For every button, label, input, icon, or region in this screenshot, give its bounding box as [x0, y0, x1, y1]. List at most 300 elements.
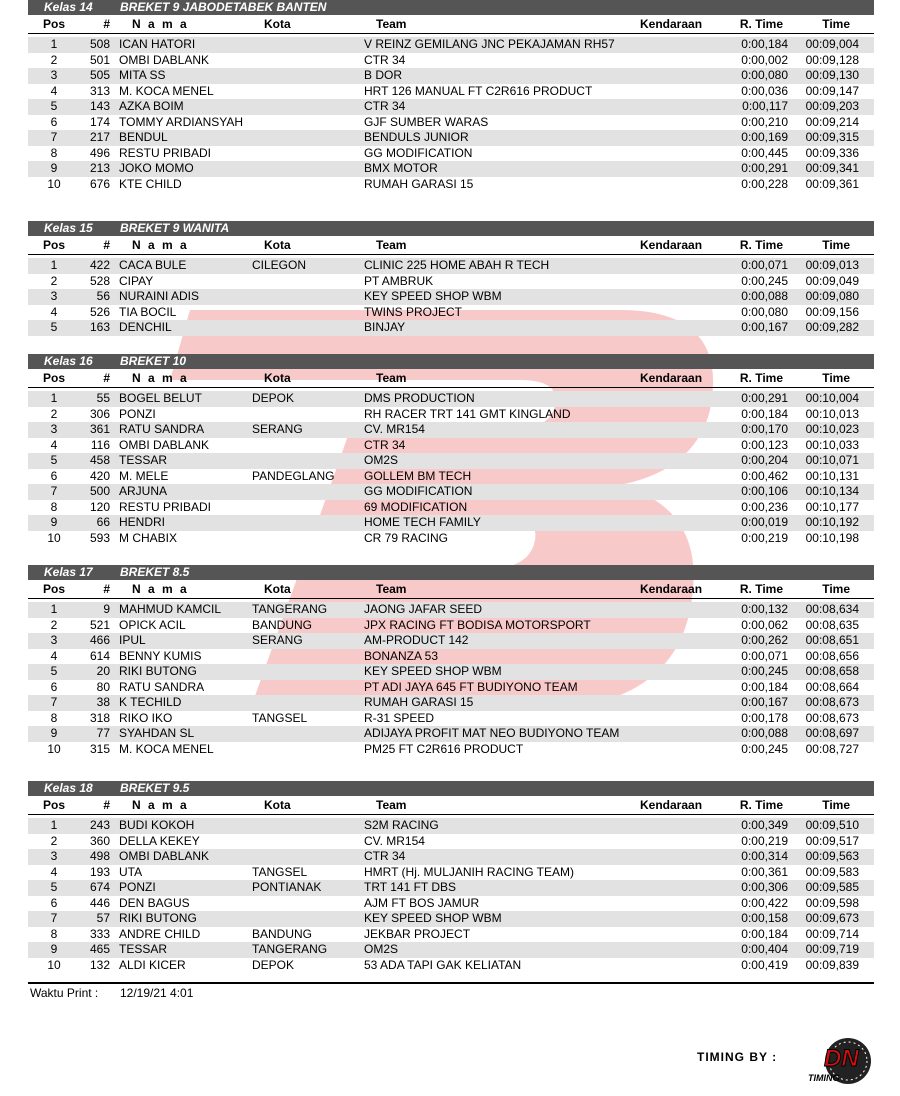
- cell-time: 00:10,131: [805, 468, 859, 483]
- cell-rtime: 0:00,419: [741, 957, 788, 972]
- cell-pos: 7: [50, 484, 58, 498]
- cell-team: BMX MOTOR: [364, 161, 438, 175]
- cell-nama: M. KOCA MENEL: [119, 83, 214, 98]
- cell-nama: RATU SANDRA: [119, 679, 205, 694]
- cell-num: 174: [89, 114, 110, 129]
- table-row: [28, 289, 874, 305]
- cell-pos: 9: [50, 942, 58, 956]
- cell-nama: TESSAR: [119, 453, 168, 467]
- kelas-label: Kelas 17: [44, 565, 93, 579]
- section-header-bar: [28, 0, 874, 15]
- cell-num: 66: [96, 515, 110, 529]
- timing-by-label: TIMING BY :: [697, 1050, 778, 1064]
- cell-nama: CACA BULE: [119, 258, 187, 272]
- cell-nama: OMBI DABLANK: [119, 849, 210, 863]
- cell-rtime: 0:00,219: [741, 833, 788, 848]
- cell-rtime: 0:00,002: [741, 52, 788, 67]
- table-row: [28, 726, 874, 742]
- cell-team: S2M RACING: [364, 818, 439, 832]
- cell-num: 360: [89, 833, 110, 848]
- cell-rtime: 0:00,184: [741, 679, 788, 694]
- cell-rtime: 0:00,106: [741, 484, 788, 498]
- cell-rtime: 0:00,170: [741, 422, 788, 436]
- cell-team: HOME TECH FAMILY: [364, 515, 481, 529]
- cell-pos: 6: [50, 468, 58, 483]
- cell-pos: 3: [50, 633, 58, 647]
- cell-team: KEY SPEED SHOP WBM: [364, 289, 502, 303]
- column-header-rtime: R. Time: [739, 371, 783, 385]
- column-header-team: Team: [376, 582, 407, 596]
- cell-nama: KTE CHILD: [119, 176, 182, 191]
- cell-team: OM2S: [364, 942, 399, 956]
- cell-time: 00:09,583: [805, 864, 859, 879]
- column-header-nama: N a m a: [132, 582, 189, 596]
- cell-team: AM-PRODUCT 142: [364, 633, 469, 647]
- cell-team: ADIJAYA PROFIT MAT NEO BUDIYONO TEAM: [364, 726, 620, 740]
- column-header-team: Team: [376, 798, 407, 812]
- cell-pos: 6: [50, 679, 58, 694]
- cell-nama: ALDI KICER: [119, 957, 186, 972]
- cell-pos: 2: [50, 617, 58, 632]
- cell-time: 00:09,517: [805, 833, 859, 848]
- cell-pos: 2: [50, 273, 58, 288]
- kelas-label: Kelas 18: [44, 781, 93, 795]
- cell-team: AJM FT BOS JAMUR: [364, 895, 480, 910]
- cell-time: 00:09,315: [805, 130, 859, 144]
- column-header-time: Time: [822, 17, 850, 31]
- cell-time: 00:09,282: [805, 320, 859, 334]
- cell-nama: RIKI BUTONG: [119, 664, 197, 678]
- breket-label: BREKET 10: [120, 354, 187, 368]
- cell-nama: RATU SANDRA: [119, 422, 205, 436]
- results-section: [28, 565, 874, 757]
- table-row: [28, 531, 874, 547]
- cell-num: 80: [96, 679, 110, 694]
- column-header-time: Time: [822, 371, 850, 385]
- column-header-pos: Pos: [42, 371, 65, 385]
- cell-rtime: 0:00,219: [741, 530, 788, 545]
- cell-rtime: 0:00,184: [741, 406, 788, 421]
- cell-pos: 7: [50, 695, 58, 709]
- cell-num: 446: [89, 895, 110, 910]
- breket-label: BREKET 9 JABODETABEK BANTEN: [120, 0, 327, 14]
- cell-num: 77: [96, 726, 110, 740]
- cell-kota: TANGSEL: [252, 864, 308, 879]
- cell-nama: PONZI: [119, 406, 156, 421]
- cell-kota: BANDUNG: [252, 617, 313, 632]
- column-header-pos: Pos: [42, 238, 65, 252]
- column-header-nama: N a m a: [132, 17, 189, 31]
- cell-nama: TESSAR: [119, 942, 168, 956]
- cell-team: GJF SUMBER WARAS: [364, 114, 489, 129]
- table-row: [28, 880, 874, 896]
- cell-rtime: 0:00,245: [741, 273, 788, 288]
- cell-pos: 6: [50, 895, 58, 910]
- cell-num: 333: [89, 926, 110, 941]
- table-row: [28, 68, 874, 84]
- cell-time: 00:08,673: [805, 695, 859, 709]
- cell-time: 00:09,341: [805, 161, 859, 175]
- cell-team: PT AMBRUK: [364, 273, 434, 288]
- cell-team: TRT 141 FT DBS: [364, 880, 457, 894]
- cell-team: CTR 34: [364, 99, 406, 113]
- column-header-pos: Pos: [42, 582, 65, 596]
- cell-time: 00:10,033: [805, 437, 859, 452]
- cell-time: 00:08,727: [805, 741, 859, 756]
- table-row: [28, 515, 874, 531]
- cell-num: 55: [96, 391, 110, 405]
- cell-pos: 8: [50, 145, 58, 160]
- column-header-nama: N a m a: [132, 371, 189, 385]
- cell-num: 526: [89, 304, 110, 319]
- cell-pos: 1: [50, 391, 58, 405]
- cell-rtime: 0:00,123: [741, 437, 788, 452]
- cell-num: 193: [89, 864, 110, 879]
- cell-num: 593: [89, 530, 110, 545]
- cell-nama: JOKO MOMO: [119, 161, 194, 175]
- cell-rtime: 0:00,080: [741, 304, 788, 319]
- cell-time: 00:09,156: [805, 304, 859, 319]
- cell-time: 00:08,664: [805, 679, 859, 694]
- cell-time: 00:08,658: [805, 664, 859, 678]
- cell-nama: NURAINI ADIS: [119, 289, 200, 303]
- column-header-row: [28, 796, 874, 815]
- logo-text: DN: [824, 1045, 859, 1072]
- section-header-bar: [28, 354, 874, 369]
- column-header-num: #: [103, 17, 110, 31]
- results-table: [28, 599, 874, 757]
- cell-num: 465: [89, 942, 110, 956]
- cell-pos: 5: [50, 320, 58, 334]
- table-row: [28, 927, 874, 943]
- cell-team: CV. MR154: [364, 833, 425, 848]
- cell-nama: UTA: [119, 864, 143, 879]
- cell-team: JAONG JAFAR SEED: [364, 602, 483, 616]
- table-row: [28, 602, 874, 618]
- cell-rtime: 0:00,291: [741, 161, 788, 175]
- cell-team: CTR 34: [364, 849, 406, 863]
- cell-time: 00:10,023: [805, 422, 859, 436]
- column-header-num: #: [103, 371, 110, 385]
- cell-team: PT ADI JAYA 645 FT BUDIYONO TEAM: [364, 679, 578, 694]
- table-row: [28, 469, 874, 485]
- cell-pos: 10: [47, 176, 61, 191]
- column-header-rtime: R. Time: [739, 582, 783, 596]
- cell-num: 528: [89, 273, 110, 288]
- cell-team: GG MODIFICATION: [364, 484, 473, 498]
- cell-time: 00:10,004: [805, 391, 859, 405]
- cell-rtime: 0:00,088: [741, 289, 788, 303]
- cell-team: RH RACER TRT 141 GMT KINGLAND: [364, 406, 571, 421]
- column-header-time: Time: [822, 798, 850, 812]
- cell-time: 00:09,203: [805, 99, 859, 113]
- cell-kota: CILEGON: [252, 258, 307, 272]
- cell-pos: 3: [50, 289, 58, 303]
- cell-team: KEY SPEED SHOP WBM: [364, 911, 502, 925]
- cell-pos: 2: [50, 406, 58, 421]
- table-row: [28, 618, 874, 634]
- cell-nama: M CHABIX: [119, 530, 178, 545]
- cell-rtime: 0:00,167: [741, 695, 788, 709]
- cell-pos: 3: [50, 68, 58, 82]
- table-row: [28, 161, 874, 177]
- column-header-rtime: R. Time: [739, 238, 783, 252]
- cell-nama: M. KOCA MENEL: [119, 741, 214, 756]
- table-row: [28, 680, 874, 696]
- cell-nama: ANDRE CHILD: [119, 926, 201, 941]
- table-row: [28, 99, 874, 115]
- cell-rtime: 0:00,262: [741, 633, 788, 647]
- table-row: [28, 130, 874, 146]
- results-section: [28, 781, 874, 973]
- cell-nama: BUDI KOKOH: [119, 818, 195, 832]
- cell-pos: 6: [50, 114, 58, 129]
- results-section: [28, 354, 874, 546]
- cell-kota: SERANG: [252, 422, 303, 436]
- cell-rtime: 0:00,132: [741, 602, 788, 616]
- cell-rtime: 0:00,204: [741, 453, 788, 467]
- cell-pos: 5: [50, 664, 58, 678]
- dn-timing-logo: [778, 1036, 876, 1086]
- section-header-bar: [28, 781, 874, 796]
- table-row: [28, 115, 874, 131]
- cell-kota: DEPOK: [252, 957, 295, 972]
- column-header-kendaraan: Kendaraan: [640, 238, 703, 252]
- print-time-label: Waktu Print :: [30, 986, 99, 1000]
- footer-divider: [28, 982, 874, 984]
- cell-team: BENDULS JUNIOR: [364, 130, 469, 144]
- table-row: [28, 942, 874, 958]
- table-row: [28, 649, 874, 665]
- cell-num: 676: [89, 176, 110, 191]
- cell-nama: SYAHDAN SL: [119, 726, 195, 740]
- cell-pos: 9: [50, 726, 58, 740]
- table-row: [28, 422, 874, 438]
- cell-nama: OPICK ACIL: [119, 617, 186, 632]
- cell-num: 143: [89, 99, 110, 113]
- results-table: [28, 255, 874, 336]
- column-header-kendaraan: Kendaraan: [640, 582, 703, 596]
- cell-team: 69 MODIFICATION: [364, 499, 468, 514]
- column-header-row: [28, 580, 874, 599]
- cell-time: 00:08,635: [805, 617, 859, 632]
- cell-pos: 2: [50, 833, 58, 848]
- cell-time: 00:09,214: [805, 114, 859, 129]
- cell-team: GG MODIFICATION: [364, 145, 473, 160]
- cell-num: 458: [89, 453, 110, 467]
- cell-num: 361: [89, 422, 110, 436]
- results-table: [28, 388, 874, 546]
- cell-kota: SERANG: [252, 633, 303, 647]
- cell-time: 00:09,336: [805, 145, 859, 160]
- table-row: [28, 37, 874, 53]
- cell-time: 00:10,071: [805, 453, 859, 467]
- cell-pos: 7: [50, 130, 58, 144]
- cell-time: 00:08,651: [805, 633, 859, 647]
- table-row: [28, 500, 874, 516]
- cell-num: 120: [89, 499, 110, 514]
- cell-time: 00:08,673: [805, 710, 859, 725]
- cell-kota: TANGERANG: [252, 602, 328, 616]
- cell-num: 315: [89, 741, 110, 756]
- section-header-bar: [28, 221, 874, 236]
- cell-kota: BANDUNG: [252, 926, 313, 941]
- results-table: [28, 815, 874, 973]
- cell-team: RUMAH GARASI 15: [364, 695, 474, 709]
- table-row: [28, 407, 874, 423]
- column-header-time: Time: [822, 238, 850, 252]
- cell-time: 00:09,719: [805, 942, 859, 956]
- results-section: [28, 0, 874, 192]
- table-row: [28, 742, 874, 758]
- cell-kota: TANGERANG: [252, 942, 328, 956]
- cell-kota: TANGSEL: [252, 710, 308, 725]
- cell-nama: CIPAY: [119, 273, 154, 288]
- cell-pos: 4: [50, 83, 58, 98]
- column-header-kota: Kota: [264, 17, 291, 31]
- cell-kota: DEPOK: [252, 391, 295, 405]
- cell-num: 132: [89, 957, 110, 972]
- column-header-row: [28, 236, 874, 255]
- cell-time: 00:10,192: [805, 515, 859, 529]
- cell-num: 306: [89, 406, 110, 421]
- cell-team: HMRT (Hj. MULJANIH RACING TEAM): [364, 864, 575, 879]
- column-header-kota: Kota: [264, 582, 291, 596]
- cell-rtime: 0:00,291: [741, 391, 788, 405]
- cell-time: 00:10,198: [805, 530, 859, 545]
- cell-time: 00:10,134: [805, 484, 859, 498]
- table-row: [28, 484, 874, 500]
- cell-nama: IPUL: [119, 633, 146, 647]
- cell-pos: 8: [50, 499, 58, 514]
- cell-rtime: 0:00,169: [741, 130, 788, 144]
- cell-rtime: 0:00,080: [741, 68, 788, 82]
- table-row: [28, 958, 874, 974]
- cell-nama: OMBI DABLANK: [119, 437, 210, 452]
- cell-nama: BENDUL: [119, 130, 168, 144]
- table-row: [28, 146, 874, 162]
- cell-team: GOLLEM BM TECH: [364, 468, 472, 483]
- column-header-kendaraan: Kendaraan: [640, 371, 703, 385]
- table-row: [28, 258, 874, 274]
- cell-num: 422: [89, 258, 110, 272]
- cell-team: OM2S: [364, 453, 399, 467]
- column-header-row: [28, 15, 874, 34]
- results-section: [28, 221, 874, 336]
- cell-time: 00:09,839: [805, 957, 859, 972]
- cell-time: 00:09,049: [805, 273, 859, 288]
- cell-rtime: 0:00,062: [741, 617, 788, 632]
- cell-num: 57: [96, 911, 110, 925]
- cell-rtime: 0:00,349: [741, 818, 788, 832]
- table-row: [28, 849, 874, 865]
- cell-time: 00:08,634: [805, 602, 859, 616]
- column-header-kendaraan: Kendaraan: [640, 798, 703, 812]
- cell-kota: PANDEGLANG: [252, 468, 335, 483]
- kelas-label: Kelas 16: [44, 354, 93, 368]
- cell-nama: MITA SS: [119, 68, 166, 82]
- cell-pos: 1: [50, 602, 58, 616]
- column-header-team: Team: [376, 238, 407, 252]
- cell-rtime: 0:00,117: [742, 99, 788, 113]
- table-row: [28, 911, 874, 927]
- cell-pos: 3: [50, 849, 58, 863]
- cell-rtime: 0:00,088: [741, 726, 788, 740]
- cell-pos: 2: [50, 52, 58, 67]
- cell-pos: 4: [50, 437, 58, 452]
- table-row: [28, 664, 874, 680]
- column-header-num: #: [103, 582, 110, 596]
- cell-nama: DEN BAGUS: [119, 895, 190, 910]
- cell-time: 00:10,177: [805, 499, 859, 514]
- cell-nama: TOMMY ARDIANSYAH: [119, 114, 244, 129]
- cell-time: 00:09,361: [805, 176, 859, 191]
- logo-subtext: TIMING: [808, 1073, 840, 1083]
- cell-rtime: 0:00,422: [741, 895, 788, 910]
- column-header-time: Time: [822, 582, 850, 596]
- cell-pos: 1: [50, 818, 58, 832]
- column-header-row: [28, 369, 874, 388]
- section-header-bar: [28, 565, 874, 580]
- table-row: [28, 438, 874, 454]
- cell-num: 614: [89, 648, 110, 663]
- cell-rtime: 0:00,228: [741, 176, 788, 191]
- cell-team: CTR 34: [364, 437, 406, 452]
- column-header-pos: Pos: [42, 798, 65, 812]
- cell-rtime: 0:00,210: [741, 114, 788, 129]
- cell-num: 163: [89, 320, 110, 334]
- results-table: [28, 34, 874, 192]
- column-header-num: #: [103, 238, 110, 252]
- cell-num: 496: [89, 145, 110, 160]
- cell-num: 116: [90, 437, 110, 452]
- cell-time: 00:09,130: [805, 68, 859, 82]
- column-header-num: #: [103, 798, 110, 812]
- table-row: [28, 896, 874, 912]
- breket-label: BREKET 9.5: [120, 781, 190, 795]
- column-header-kota: Kota: [264, 798, 291, 812]
- table-row: [28, 320, 874, 336]
- cell-kota: PONTIANAK: [252, 880, 322, 894]
- cell-nama: RIKI BUTONG: [119, 911, 197, 925]
- cell-pos: 9: [50, 515, 58, 529]
- cell-time: 00:09,673: [805, 911, 859, 925]
- cell-pos: 8: [50, 926, 58, 941]
- cell-rtime: 0:00,245: [741, 664, 788, 678]
- table-row: [28, 695, 874, 711]
- cell-nama: RESTU PRIBADI: [119, 499, 212, 514]
- cell-team: BONANZA 53: [364, 648, 439, 663]
- table-row: [28, 865, 874, 881]
- cell-nama: K TECHILD: [119, 695, 182, 709]
- column-header-nama: N a m a: [132, 238, 189, 252]
- cell-rtime: 0:00,036: [741, 83, 788, 98]
- cell-time: 00:10,013: [805, 406, 859, 421]
- cell-pos: 4: [50, 304, 58, 319]
- cell-num: 56: [96, 289, 110, 303]
- cell-num: 213: [89, 161, 110, 175]
- cell-time: 00:09,563: [805, 849, 859, 863]
- cell-pos: 10: [47, 530, 61, 545]
- cell-nama: ICAN HATORI: [119, 37, 196, 51]
- table-row: [28, 453, 874, 469]
- cell-time: 00:09,510: [805, 818, 859, 832]
- cell-pos: 5: [50, 453, 58, 467]
- cell-time: 00:09,004: [805, 37, 859, 51]
- cell-rtime: 0:00,404: [741, 942, 788, 956]
- column-header-kota: Kota: [264, 371, 291, 385]
- cell-rtime: 0:00,306: [741, 880, 788, 894]
